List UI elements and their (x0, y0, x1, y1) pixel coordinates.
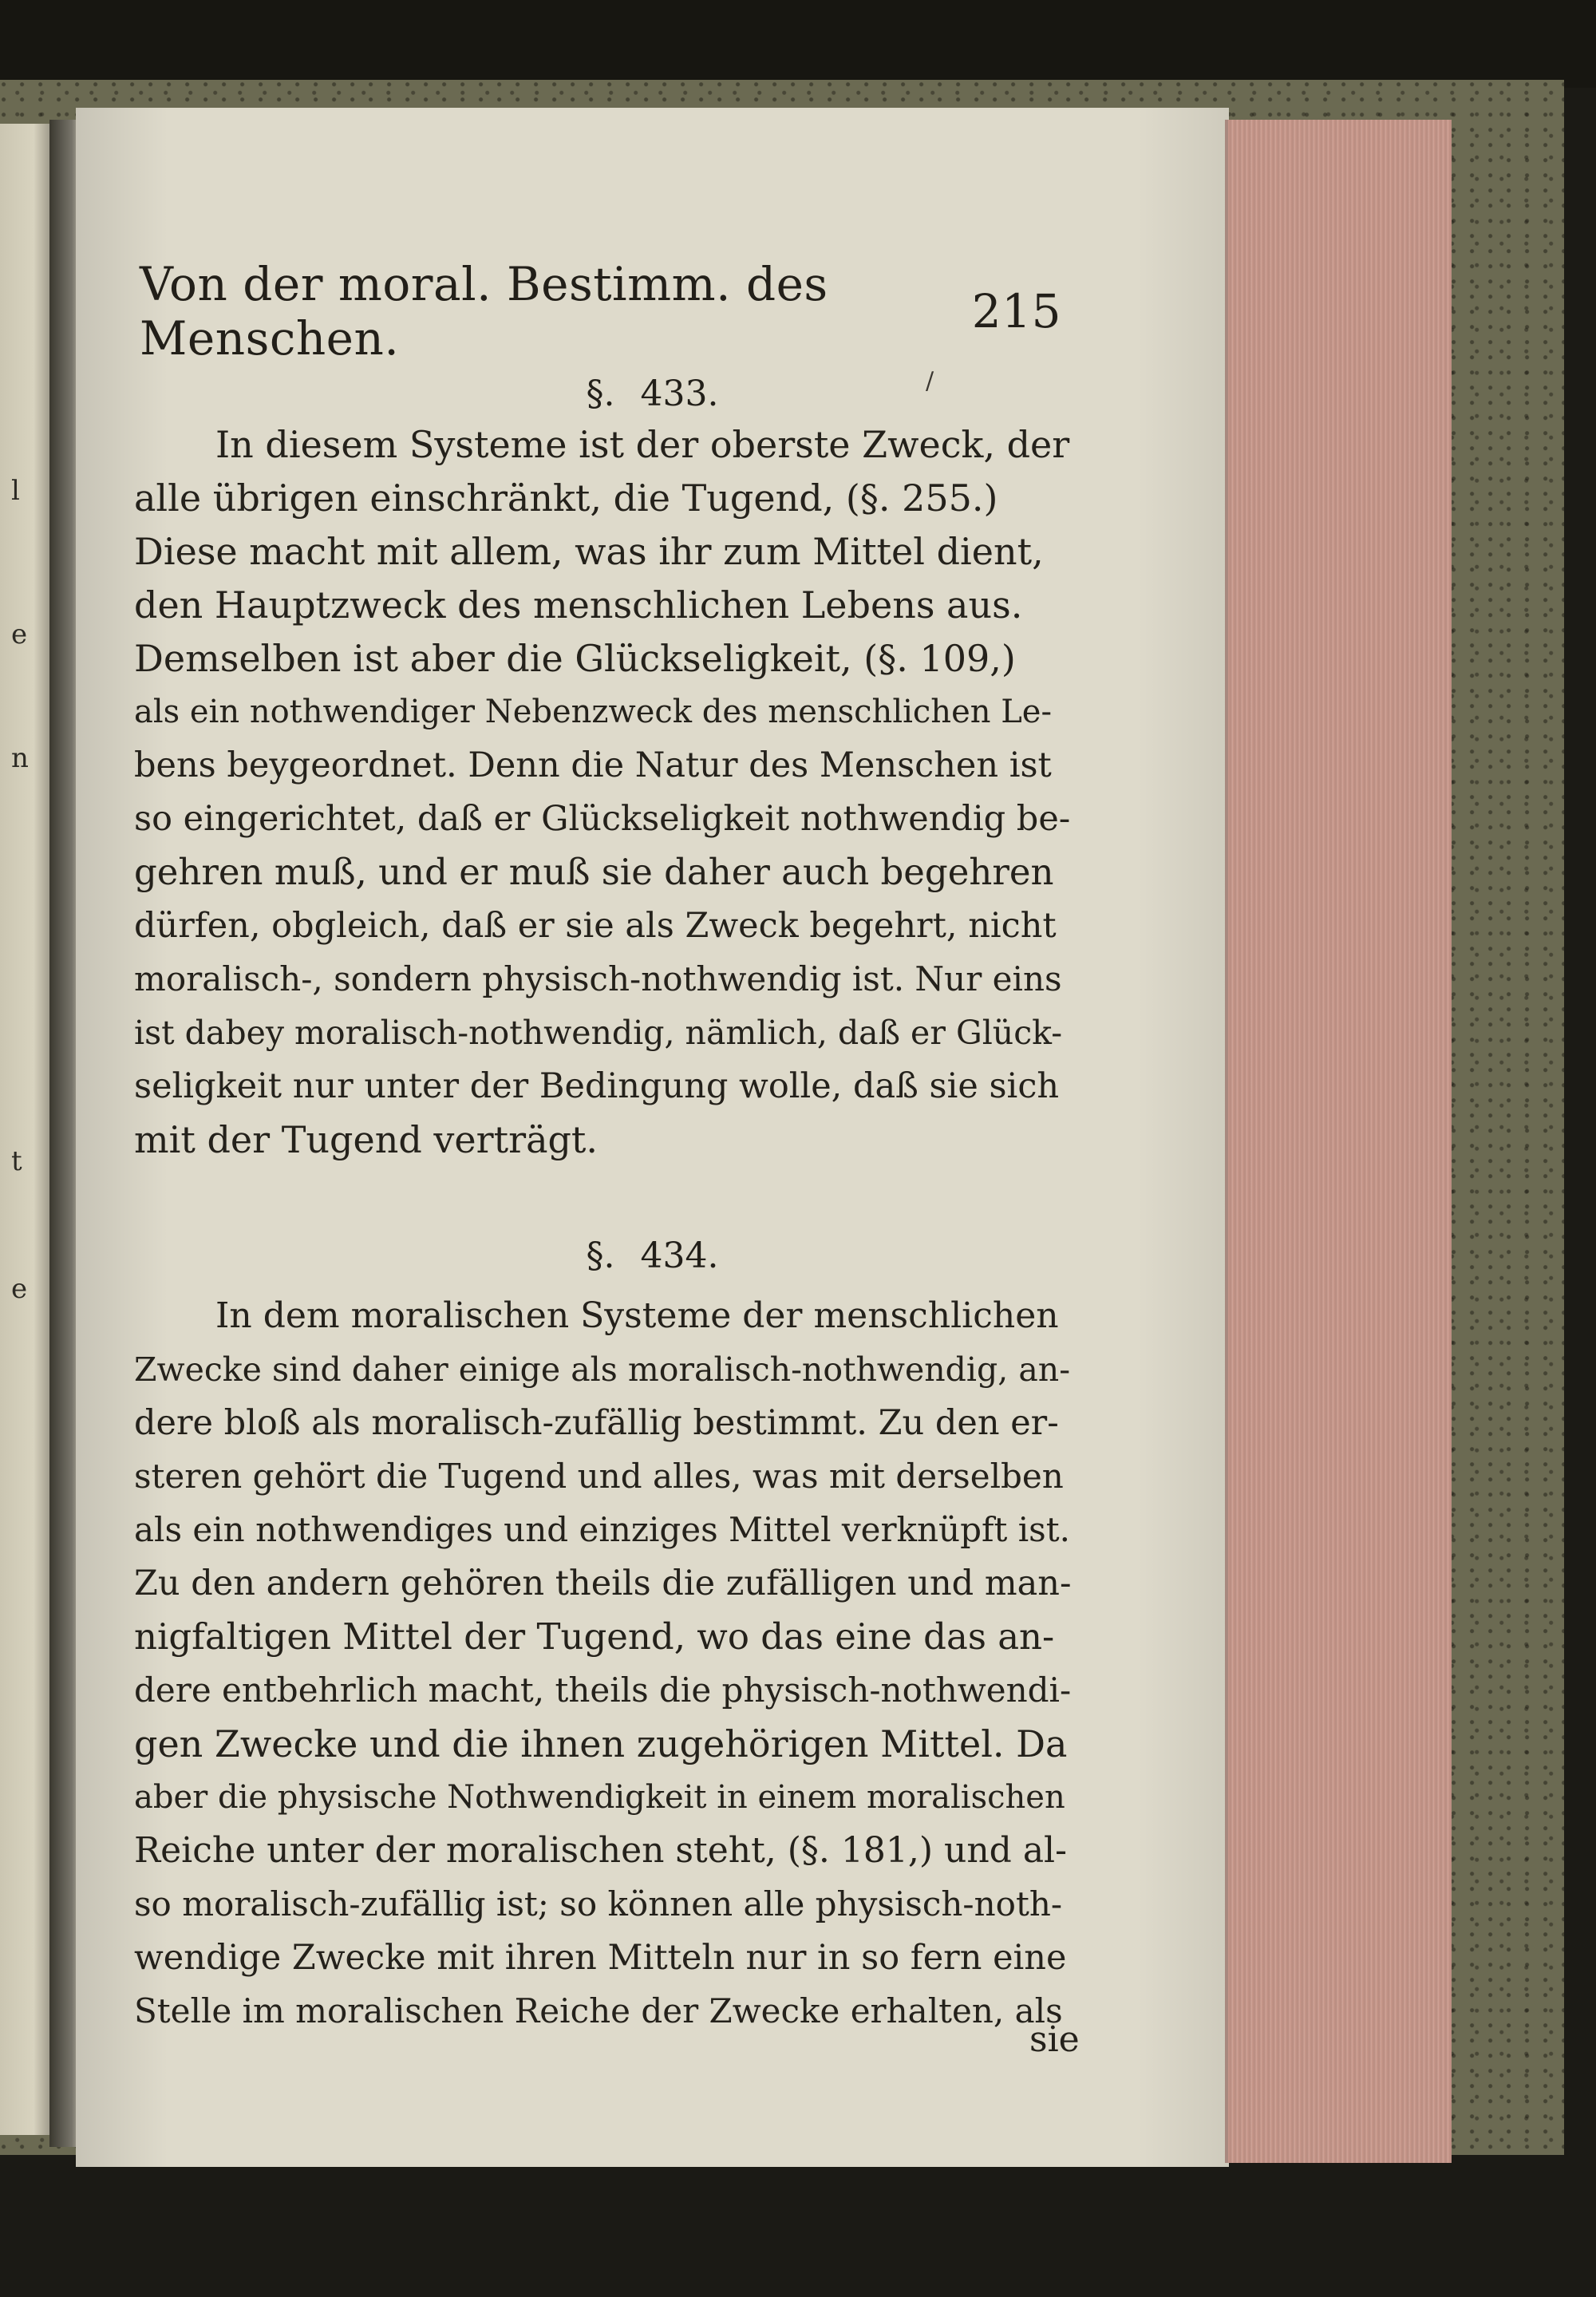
text-line: Reiche unter der moralischen steht, (§. 181,) und al- (134, 1830, 1067, 1871)
text-line: mit der Tugend verträgt. (134, 1118, 598, 1161)
text-line: dere entbehrlich macht, theils die physisch-nothwendi- (134, 1670, 1072, 1710)
text-line: Stelle im moralischen Reiche der Zwecke erhalten, als (134, 1991, 1063, 2030)
left-page-fragment: l (11, 475, 20, 507)
left-page-fragment: e (11, 1273, 28, 1305)
text-line: steren gehört die Tugend und alles, was mit derselben (134, 1457, 1064, 1496)
text-line: seligkeit nur unter der Bedingung wolle, daß sie sich (134, 1066, 1060, 1106)
text-line: moralisch-, sondern physisch-nothwendig ist. Nur eins (134, 959, 1062, 998)
catchword: sie (1029, 2019, 1080, 2060)
text-line: alle übrigen einschränkt, die Tugend, (§. 255.) (134, 476, 998, 520)
text-line: ist dabey moralisch-nothwendig, nämlich, daß er Glück- (134, 1014, 1063, 1052)
text-line: gen Zwecke und die ihnen zugehörigen Mittel. Da (134, 1722, 1068, 1765)
page-edges (1225, 120, 1452, 2163)
text-line: gehren muß, und er muß sie daher auch begehren (134, 851, 1054, 893)
left-page-fragment: t (11, 1145, 22, 1177)
text-line: den Hauptzweck des menschlichen Lebens aus. (134, 583, 1023, 627)
text-line: dürfen, obgleich, daß er sie als Zweck begehrt, nicht (134, 906, 1057, 946)
running-title: Von der moral. Bestimm. des Menschen. (140, 257, 828, 366)
section-number: 433. (640, 374, 719, 414)
text-line: als ein nothwendiges und einziges Mittel verknüpft ist. (134, 1510, 1070, 1549)
stray-mark: / (926, 367, 934, 395)
text-line: Zwecke sind daher einige als moralisch-nothwendig, an- (134, 1350, 1071, 1389)
text-line: als ein nothwendiger Nebenzweck des menschlichen Le- (134, 694, 1052, 730)
section-sign: §. (586, 1235, 615, 1276)
text-line: In diesem Systeme ist der oberste Zweck, der (215, 423, 1070, 466)
text-line: In dem moralischen Systeme der menschlichen (215, 1295, 1059, 1336)
text-line: Zu den andern gehören theils die zufälligen und man- (134, 1564, 1072, 1603)
background (0, 0, 1596, 88)
text-line: wendige Zwecke mit ihren Mitteln nur in so fern eine (134, 1938, 1067, 1978)
running-header (140, 257, 1061, 366)
text-line: so moralisch-zufällig ist; so können alle physisch-noth- (134, 1884, 1063, 1923)
left-page-fragment: n (11, 742, 29, 774)
page-number: 215 (971, 284, 1061, 338)
text-line: bens beygeordnet. Denn die Natur des Menschen ist (134, 745, 1052, 785)
text-line: Diese macht mit allem, was ihr zum Mittel dient, (134, 530, 1044, 573)
section-number: 434. (640, 1235, 719, 1276)
section-sign: §. (586, 374, 615, 414)
section-heading-433 (76, 374, 1229, 414)
text-line: Demselben ist aber die Glückseligkeit, (§. 109,) (134, 637, 1016, 680)
text-line: so eingerichtet, daß er Glückseligkeit nothwendig be- (134, 799, 1071, 839)
section-heading-434 (76, 1235, 1229, 1276)
text-line: aber die physische Nothwendigkeit in einem moralischen (134, 1779, 1065, 1816)
left-page-edge (0, 124, 56, 2135)
left-page-fragment: e (11, 619, 28, 650)
text-line: nigfaltigen Mittel der Tugend, wo das eine das an- (134, 1615, 1055, 1658)
text-line: dere bloß als moralisch-zufällig bestimmt. Zu den er- (134, 1403, 1059, 1443)
